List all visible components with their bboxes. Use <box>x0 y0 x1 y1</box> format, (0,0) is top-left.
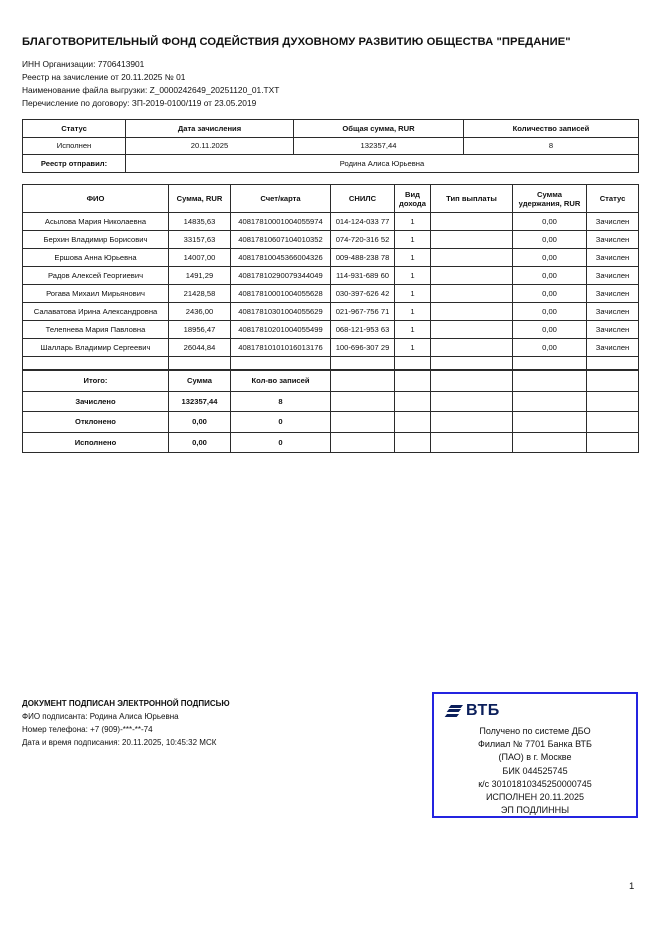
income-type-cell: 1 <box>395 267 431 285</box>
sum-cell: 21428,58 <box>169 285 231 303</box>
sender-label: Реестр отправил: <box>23 155 126 173</box>
account-cell: 40817810201004055499 <box>231 321 331 339</box>
row-status-cell: Зачислен <box>587 303 639 321</box>
vtb-logo <box>446 702 636 720</box>
table-row <box>23 267 639 285</box>
row-status-col-header: Статус <box>587 185 639 213</box>
fio-cell: Салаватова Ирина Александровна <box>23 303 169 321</box>
record-count-value: 8 <box>464 137 639 155</box>
account-col-header: Счет/карта <box>231 185 331 213</box>
totals-header-row <box>23 370 639 392</box>
export-file-line: Наименование файла выгрузки: Z_0000242649_20251120_01.TXT <box>22 85 280 95</box>
income-type-cell: 1 <box>395 213 431 231</box>
signing-datetime-line: Дата и время подписания: 20.11.2025, 10:45:32 МСК <box>22 738 217 747</box>
totals-sum-header: Сумма <box>169 370 231 392</box>
vtb-stripes-icon <box>446 705 463 718</box>
account-cell: 40817810607104010352 <box>231 231 331 249</box>
account-cell: 40817810001004055628 <box>231 285 331 303</box>
table-row <box>23 249 639 267</box>
sum-cell: 33157,63 <box>169 231 231 249</box>
withhold-cell: 0,00 <box>513 321 587 339</box>
date-value: 20.11.2025 <box>126 137 294 155</box>
withhold-cell: 0,00 <box>513 249 587 267</box>
payout-type-cell <box>431 321 513 339</box>
fio-cell: Радов Алексей Георгиевич <box>23 267 169 285</box>
document-title: БЛАГОТВОРИТЕЛЬНЫЙ ФОНД СОДЕЙСТВИЯ ДУХОВНОМУ РАЗВИТИЮ ОБЩЕСТВА "ПРЕДАНИЕ" <box>22 36 571 48</box>
stamp-line-bik: БИК 044525745 <box>502 765 568 776</box>
snils-col-header: СНИЛС <box>331 185 395 213</box>
vtb-bank-stamp <box>432 692 638 818</box>
credited-sum: 132357,44 <box>169 391 231 412</box>
totals-executed-row <box>23 432 639 453</box>
page-number: 1 <box>629 881 635 892</box>
stamp-line-corr-account: к/с 30101810345250000745 <box>478 778 592 789</box>
row-status-cell: Зачислен <box>587 339 639 357</box>
table-row <box>23 213 639 231</box>
signer-name-line: ФИО подписанта: Родина Алиса Юрьевна <box>22 712 179 721</box>
sum-col-header: Сумма, RUR <box>169 185 231 213</box>
stamp-text <box>434 725 636 817</box>
account-cell: 40817810045366004326 <box>231 249 331 267</box>
income-type-cell: 1 <box>395 321 431 339</box>
sum-cell: 14835,63 <box>169 213 231 231</box>
stamp-line-received: Получено по системе ДБО <box>479 726 591 736</box>
payout-type-cell <box>431 267 513 285</box>
table-row <box>23 321 639 339</box>
registry-date-line: Реестр на зачисление от 20.11.2025 № 01 <box>22 72 186 82</box>
fio-cell: Телепнева Мария Павловна <box>23 321 169 339</box>
account-cell: 40817810101016013176 <box>231 339 331 357</box>
rejected-label: Отклонено <box>23 412 169 433</box>
fio-cell: Ершова Анна Юрьевна <box>23 249 169 267</box>
contract-line: Перечисление по договору: ЗП-2019-0100/119 от 23.05.2019 <box>22 98 257 108</box>
payout-type-cell <box>431 213 513 231</box>
income-type-cell: 1 <box>395 249 431 267</box>
date-col-header: Дата зачисления <box>126 120 294 138</box>
sender-row <box>23 155 639 173</box>
signature-title: ДОКУМЕНТ ПОДПИСАН ЭЛЕКТРОННОЙ ПОДПИСЬЮ <box>22 699 230 708</box>
income-type-cell: 1 <box>395 285 431 303</box>
withhold-col-header: Сумма удержания, RUR <box>513 185 587 213</box>
total-sum-col-header: Общая сумма, RUR <box>294 120 464 138</box>
signer-phone-line: Номер телефона: +7 (909)-***-**-74 <box>22 725 153 734</box>
account-cell: 40817810001004055974 <box>231 213 331 231</box>
executed-label: Исполнено <box>23 432 169 453</box>
row-status-cell: Зачислен <box>587 231 639 249</box>
credited-label: Зачислено <box>23 391 169 412</box>
snils-cell: 100-696-307 29 <box>331 339 395 357</box>
registry-table <box>22 184 639 453</box>
snils-cell: 030-397-626 42 <box>331 285 395 303</box>
sum-cell: 26044,84 <box>169 339 231 357</box>
withhold-cell: 0,00 <box>513 267 587 285</box>
document-meta <box>22 58 638 110</box>
withhold-cell: 0,00 <box>513 285 587 303</box>
withhold-cell: 0,00 <box>513 303 587 321</box>
stamp-line-branch: Филиал № 7701 Банка ВТБ <box>478 739 592 750</box>
status-value-row <box>23 137 639 155</box>
empty-row <box>23 357 639 370</box>
row-status-cell: Зачислен <box>587 321 639 339</box>
payout-type-cell <box>431 231 513 249</box>
snils-cell: 068-121-953 63 <box>331 321 395 339</box>
executed-sum: 0,00 <box>169 432 231 453</box>
status-col-header: Статус <box>23 120 126 138</box>
fio-col-header: ФИО <box>23 185 169 213</box>
row-status-cell: Зачислен <box>587 213 639 231</box>
fio-cell: Шалларь Владимир Сергеевич <box>23 339 169 357</box>
table-row <box>23 231 639 249</box>
sum-cell: 1491,29 <box>169 267 231 285</box>
account-cell: 40817810301004055629 <box>231 303 331 321</box>
snils-cell: 014-124-033 77 <box>331 213 395 231</box>
income-type-cell: 1 <box>395 231 431 249</box>
withhold-cell: 0,00 <box>513 213 587 231</box>
payout-type-cell <box>431 303 513 321</box>
payout-type-cell <box>431 285 513 303</box>
account-cell: 40817810290079344049 <box>231 267 331 285</box>
income-type-col-header: Вид дохода <box>395 185 431 213</box>
vtb-logo-text: ВТБ <box>466 702 500 719</box>
status-header-row <box>23 120 639 138</box>
row-status-cell: Зачислен <box>587 249 639 267</box>
totals-credited-row <box>23 391 639 412</box>
status-value: Исполнен <box>23 137 126 155</box>
totals-count-header: Кол-во записей <box>231 370 331 392</box>
registry-header-row <box>23 185 639 213</box>
stamp-line-executed: ИСПОЛНЕН 20.11.2025 <box>485 792 585 803</box>
fio-cell: Берхин Владимир Борисович <box>23 231 169 249</box>
withhold-cell: 0,00 <box>513 339 587 357</box>
snils-cell: 114-931-689 60 <box>331 267 395 285</box>
fio-cell: Рогава Михаил Мирьянович <box>23 285 169 303</box>
table-row <box>23 303 639 321</box>
sum-cell: 2436,00 <box>169 303 231 321</box>
signature-block <box>22 697 402 749</box>
income-type-cell: 1 <box>395 303 431 321</box>
sum-cell: 14007,00 <box>169 249 231 267</box>
table-row <box>23 285 639 303</box>
payout-type-cell <box>431 339 513 357</box>
snils-cell: 021-967-756 71 <box>331 303 395 321</box>
record-count-col-header: Количество записей <box>464 120 639 138</box>
stamp-line-city: (ПАО) в г. Москве <box>498 752 572 763</box>
totals-label: Итого: <box>23 370 169 392</box>
withhold-cell: 0,00 <box>513 231 587 249</box>
rejected-count: 0 <box>231 412 331 433</box>
sum-cell: 18956,47 <box>169 321 231 339</box>
sender-value: Родина Алиса Юрьевна <box>126 155 639 173</box>
stamp-line-signature-valid: ЭП ПОДЛИННЫ <box>500 805 570 816</box>
total-sum-value: 132357,44 <box>294 137 464 155</box>
totals-rejected-row <box>23 412 639 433</box>
snils-cell: 074-720-316 52 <box>331 231 395 249</box>
status-summary-table <box>22 119 639 173</box>
credited-count: 8 <box>231 391 331 412</box>
payout-type-cell <box>431 249 513 267</box>
rejected-sum: 0,00 <box>169 412 231 433</box>
table-row <box>23 339 639 357</box>
executed-count: 0 <box>231 432 331 453</box>
org-inn-line: ИНН Организации: 7706413901 <box>22 59 145 69</box>
row-status-cell: Зачислен <box>587 285 639 303</box>
payout-type-col-header: Тип выплаты <box>431 185 513 213</box>
snils-cell: 009-488-238 78 <box>331 249 395 267</box>
income-type-cell: 1 <box>395 339 431 357</box>
fio-cell: Асылова Мария Николаевна <box>23 213 169 231</box>
row-status-cell: Зачислен <box>587 267 639 285</box>
